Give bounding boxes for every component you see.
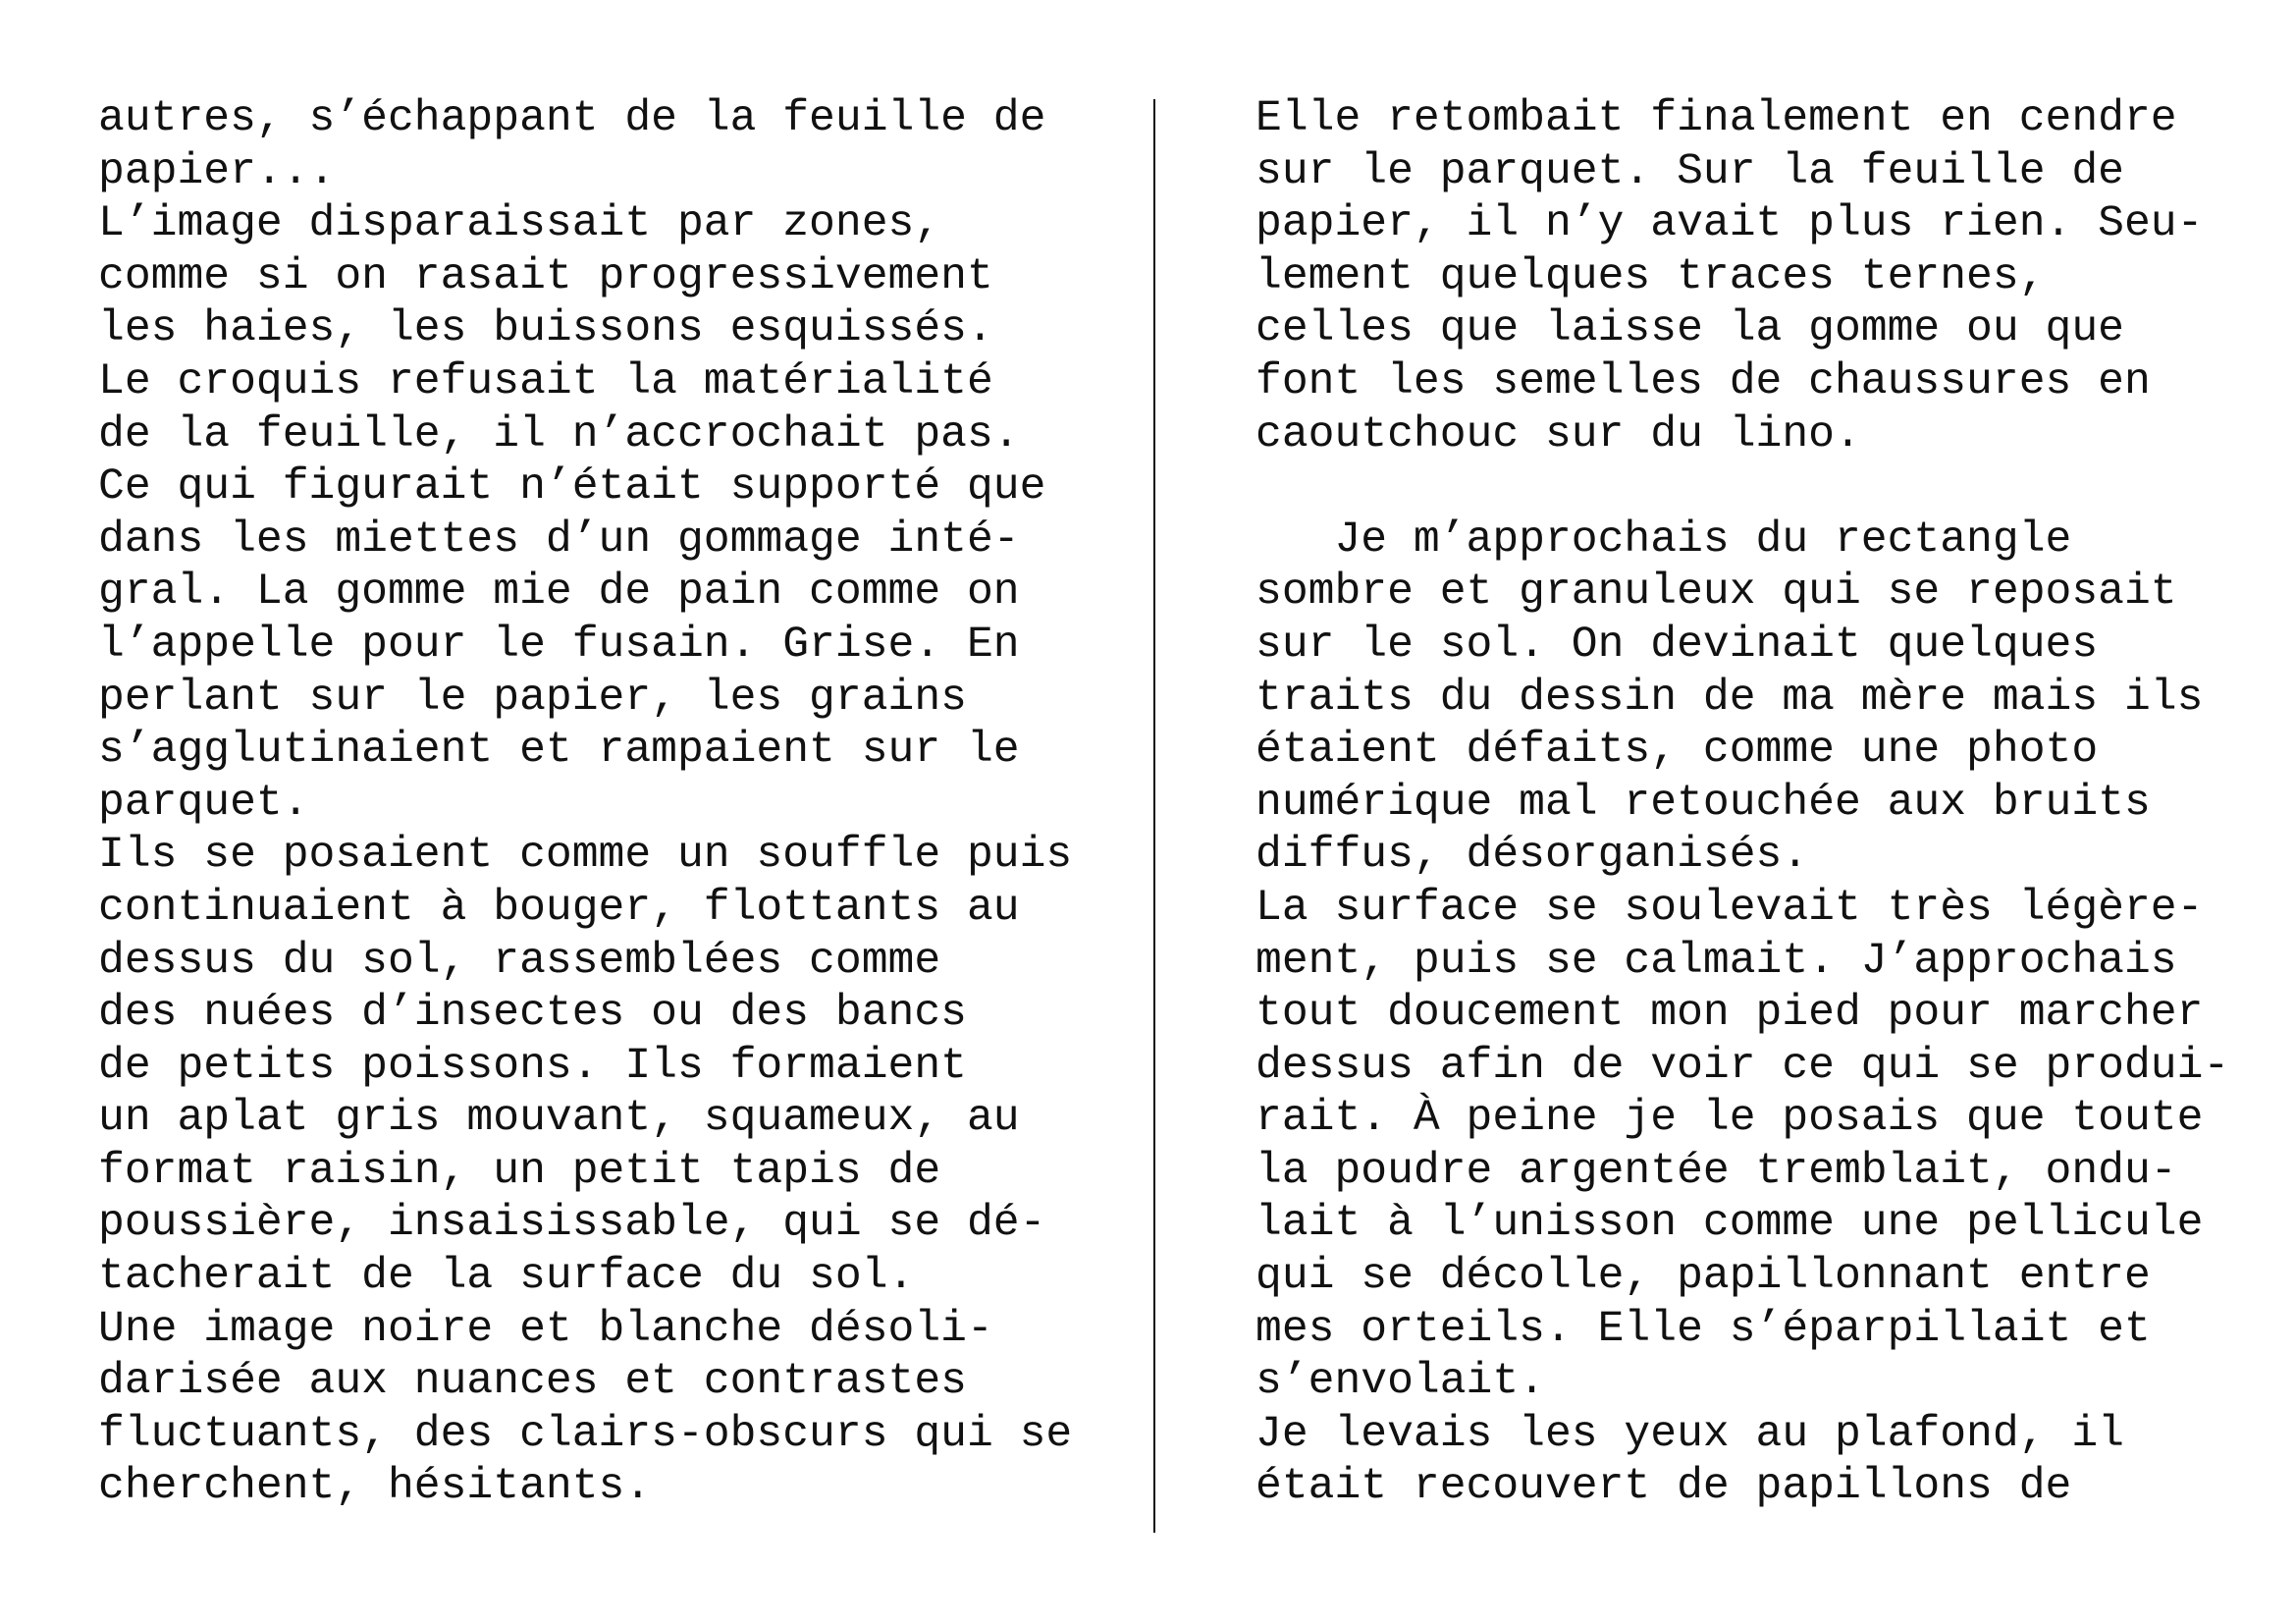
text-line: était recouvert de papillons de [1255, 1462, 2072, 1512]
text-line: sombre et granuleux qui se reposait [1255, 568, 2177, 618]
text-line: Elle retombait finalement en cendre [1255, 94, 2177, 143]
text-line: numérique mal retouchée aux bruits [1255, 778, 2151, 828]
right-text-column [1255, 93, 2229, 1514]
text-line: un aplat gris mouvant, squameux, au [98, 1094, 1020, 1144]
text-line: qui se décolle, papillonnant entre [1255, 1252, 2151, 1302]
text-line: ment, puis se calmait. J’approchais [1255, 936, 2177, 986]
text-line: l’appelle pour le fusain. Grise. En [98, 620, 1020, 670]
text-line: dessus afin de voir ce qui se produi- [1255, 1041, 2230, 1091]
text-line: la poudre argentée tremblait, ondu- [1255, 1146, 2177, 1196]
text-line: Je m’approchais du rectangle [1255, 514, 2072, 565]
text-line: gral. La gomme mie de pain comme on [98, 568, 1020, 618]
text-line: Ce qui figurait n’était supporté que [98, 462, 1046, 513]
text-line: de la feuille, il n’accrochait pas. [98, 409, 1020, 460]
text-line: continuaient à bouger, flottants au [98, 883, 1020, 933]
text-line: sur le sol. On devinait quelques [1255, 620, 2099, 670]
text-line: étaient défaits, comme une photo [1255, 726, 2099, 776]
text-line: lait à l’unisson comme une pellicule [1255, 1199, 2204, 1249]
text-line: perlant sur le papier, les grains [98, 673, 967, 723]
text-line: s’envolait. [1255, 1357, 1545, 1407]
text-line: dans les miettes d’un gommage inté- [98, 514, 1020, 565]
text-line: dessus du sol, rassemblées comme [98, 936, 941, 986]
text-line: tacherait de la surface du sol. [98, 1252, 915, 1302]
text-line: cherchent, hésitants. [98, 1462, 652, 1512]
text-line: comme si on rasait progressivement [98, 251, 993, 301]
text-line: rait. À peine je le posais que toute [1255, 1094, 2204, 1144]
text-line: autres, s’échappant de la feuille de [98, 94, 1046, 143]
text-line: L’image disparaissait par zones, [98, 199, 941, 249]
text-line: parquet. [98, 778, 309, 828]
text-line: Une image noire et blanche désoli- [98, 1304, 993, 1354]
left-text-column [98, 93, 1072, 1514]
text-line: les haies, les buissons esquissés. [98, 304, 993, 354]
text-line: traits du dessin de ma mère mais ils [1255, 673, 2204, 723]
column-divider [1153, 99, 1155, 1533]
text-line: s’agglutinaient et rampaient sur le [98, 726, 1020, 776]
text-line: diffus, désorganisés. [1255, 831, 1809, 881]
text-line: tout doucement mon pied pour marcher [1255, 989, 2204, 1039]
text-line: papier... [98, 146, 336, 196]
text-line: celles que laisse la gomme ou que [1255, 304, 2124, 354]
text-line [1255, 461, 2229, 514]
text-line: Le croquis refusait la matérialité [98, 356, 993, 406]
text-line: lement quelques traces ternes, [1255, 251, 2046, 301]
text-line: La surface se soulevait très légère- [1255, 883, 2204, 933]
text-line: caoutchouc sur du lino. [1255, 409, 1861, 460]
text-line: fluctuants, des clairs-obscurs qui se [98, 1409, 1073, 1459]
text-line: Ils se posaient comme un souffle puis [98, 831, 1073, 881]
text-line: darisée aux nuances et contrastes [98, 1357, 967, 1407]
text-line: font les semelles de chaussures en [1255, 356, 2151, 406]
text-line: sur le parquet. Sur la feuille de [1255, 146, 2124, 196]
text-line: papier, il n’y avait plus rien. Seu- [1255, 199, 2204, 249]
text-line: de petits poissons. Ils formaient [98, 1041, 967, 1091]
text-line: Je levais les yeux au plafond, il [1255, 1409, 2124, 1459]
text-line: format raisin, un petit tapis de [98, 1146, 941, 1196]
text-line: mes orteils. Elle s’éparpillait et [1255, 1304, 2151, 1354]
text-line: poussière, insaisissable, qui se dé- [98, 1199, 1046, 1249]
text-line: des nuées d’insectes ou des bancs [98, 989, 967, 1039]
